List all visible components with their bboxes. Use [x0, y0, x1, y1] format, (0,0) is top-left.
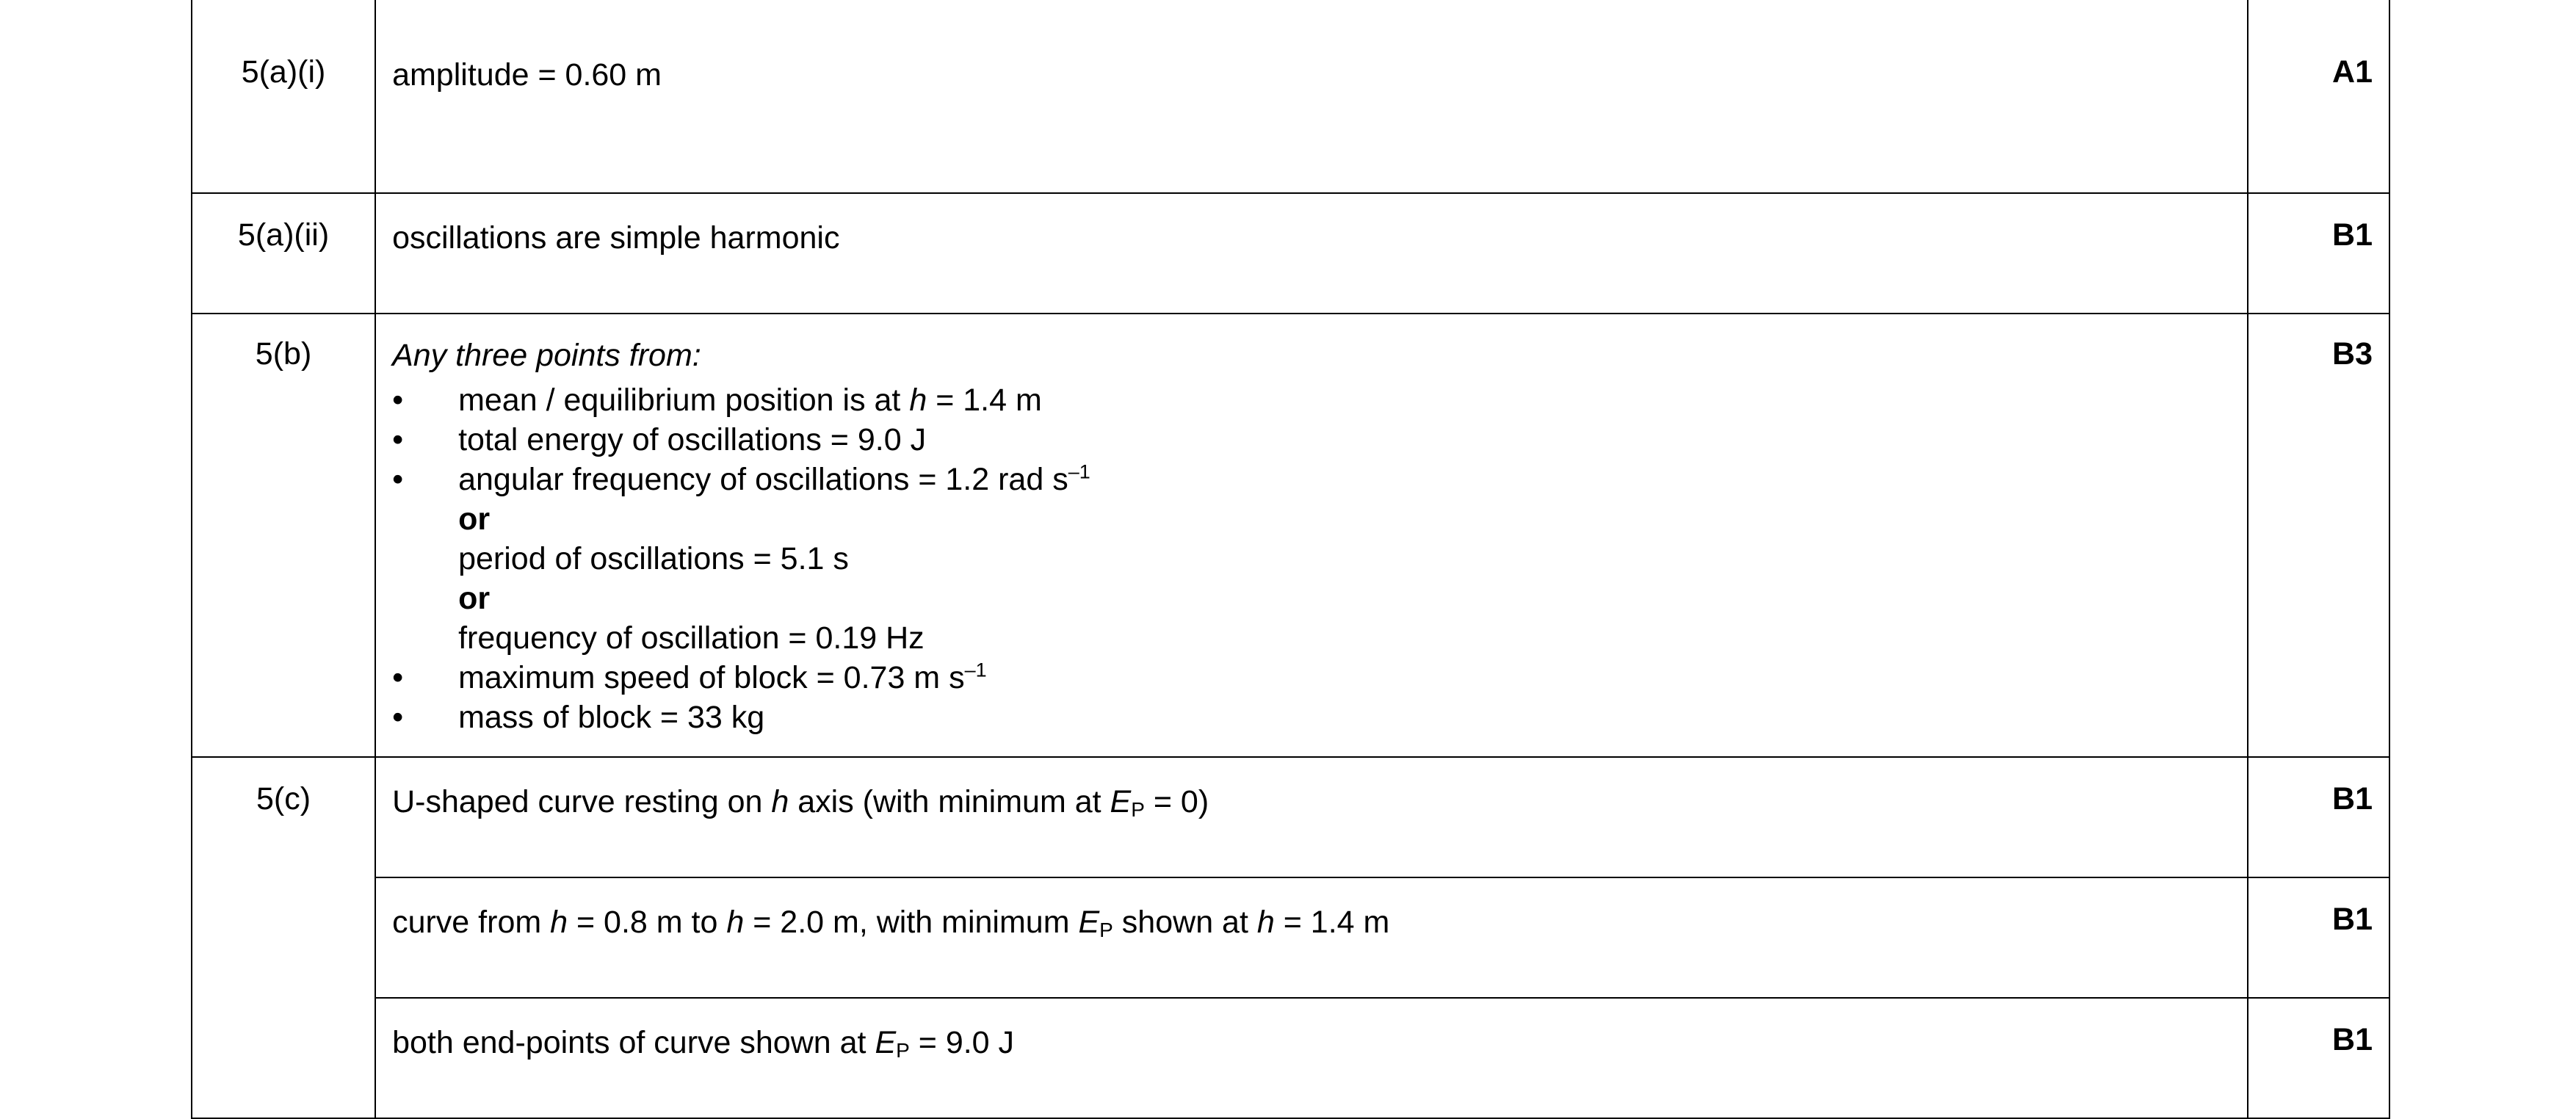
subscript-p: P	[1131, 798, 1145, 821]
unit-exponent: –1	[964, 659, 987, 681]
list-item	[392, 420, 2231, 460]
list-item	[392, 380, 2231, 420]
point-text: = 1.4 m	[927, 383, 1042, 418]
answer-text: = 9.0 J	[909, 1025, 1015, 1060]
variable-e: E	[1078, 905, 1100, 940]
answer-text: curve from	[392, 905, 551, 940]
point-text: maximum speed of block = 0.73 m s	[458, 660, 965, 695]
answer-cell	[375, 998, 2248, 1118]
marks: B1	[2248, 193, 2389, 314]
answer-text: = 2.0 m, with minimum	[744, 905, 1079, 940]
answer-cell	[375, 314, 2248, 757]
unit-exponent: –1	[1068, 460, 1090, 483]
table-row	[192, 193, 2389, 314]
answer-points-list	[392, 380, 2231, 737]
bullet-icon: •	[392, 660, 404, 695]
or-label: or	[458, 581, 491, 616]
question-number: 5(a)(i)	[192, 0, 375, 193]
marks: A1	[2248, 0, 2389, 193]
answer-cell	[375, 757, 2248, 877]
marks: B1	[2248, 757, 2389, 877]
question-number: 5(a)(ii)	[192, 193, 375, 314]
subscript-p: P	[1099, 919, 1113, 941]
answer-text: oscillations are simple harmonic	[375, 193, 2248, 314]
subscript-p: P	[896, 1039, 910, 1062]
answer-intro: Any three points from:	[392, 338, 701, 373]
answer-text: = 0)	[1144, 784, 1209, 819]
variable-h: h	[550, 905, 568, 940]
table-row	[192, 0, 2389, 193]
table-row	[192, 877, 2389, 998]
variable-e: E	[875, 1025, 897, 1060]
question-number: 5(c)	[192, 757, 375, 1118]
table-row	[192, 757, 2389, 877]
list-item	[392, 698, 2231, 737]
variable-e: E	[1110, 784, 1132, 819]
marks: B1	[2248, 998, 2389, 1118]
bullet-icon: •	[392, 700, 404, 735]
table-row	[192, 998, 2389, 1118]
answer-text: amplitude = 0.60 m	[375, 0, 2248, 193]
mark-scheme-table	[191, 0, 2390, 1119]
marks: B3	[2248, 314, 2389, 757]
list-item	[392, 658, 2231, 698]
answer-text: axis (with minimum at	[789, 784, 1110, 819]
angular-frequency-text: angular frequency of oscillations = 1.2 rad s	[458, 462, 1068, 497]
point-text	[458, 460, 2231, 499]
answer-text: = 1.4 m	[1274, 905, 1390, 940]
bullet-icon: •	[392, 383, 404, 418]
answer-cell	[375, 877, 2248, 998]
or-label: or	[458, 501, 491, 537]
answer-text: = 0.8 m to	[568, 905, 727, 940]
frequency-text: frequency of oscillation = 0.19 Hz	[458, 620, 925, 656]
variable-h: h	[771, 784, 789, 819]
bullet-icon: •	[392, 462, 404, 497]
period-text: period of oscillations = 5.1 s	[458, 541, 849, 576]
variable-h: h	[909, 383, 927, 418]
point-text: total energy of oscillations = 9.0 J	[458, 422, 927, 457]
question-number: 5(b)	[192, 314, 375, 757]
point-text: mass of block = 33 kg	[458, 700, 765, 735]
marks: B1	[2248, 877, 2389, 998]
variable-h: h	[726, 905, 745, 940]
bullet-icon: •	[392, 422, 404, 457]
answer-text: shown at	[1112, 905, 1257, 940]
table-row	[192, 314, 2389, 757]
answer-text: both end-points of curve shown at	[392, 1025, 875, 1060]
answer-text: U-shaped curve resting on	[392, 784, 772, 819]
point-text: mean / equilibrium position is at	[458, 383, 910, 418]
list-item	[392, 460, 2231, 658]
variable-h: h	[1256, 905, 1275, 940]
